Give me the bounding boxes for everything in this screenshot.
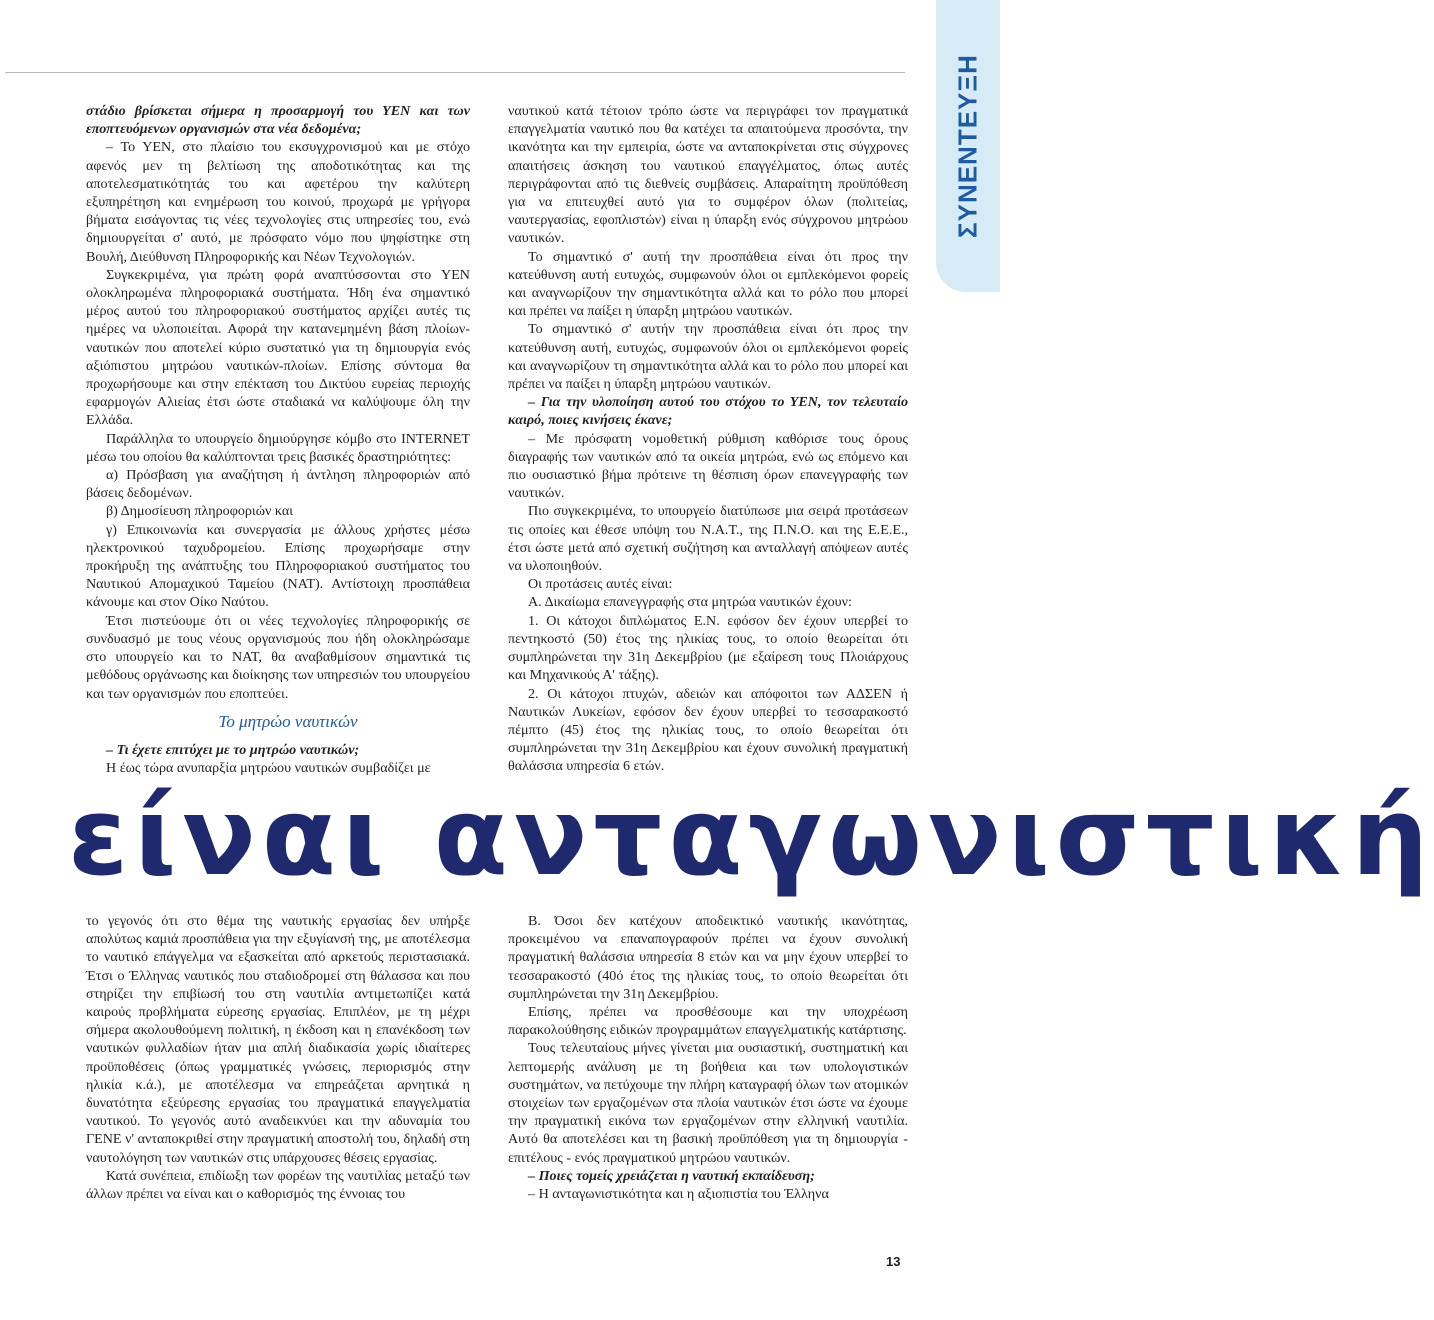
paragraph: 1. Οι κάτοχοι διπλώματος Ε.Ν. εφόσον δεν έχουν υπερβεί το πεντηκοστό (50) έτος της ηλικίας τους, το οποίο θεωρείται ότι συμπληρώνεται την 31η Δεκεμβρίου (με εξαίρεση τους Πλοιάρχους και Μηχανικούς Α' τάξης). bbox=[508, 612, 908, 684]
paragraph: 2. Οι κάτοχοι πτυχών, αδειών και απόφοιτοι των ΑΔΣΕΝ ή Ναυτικών Λυκείων, εφόσον δεν έχουν υπερβεί το τεσσαρακοστό πέμπτο (45) έτος της ηλικίας τους, το οποίο θεωρείται ότι συμπληρώνεται την 31η Δεκεμβρίου και έχουν συνολική πραγματική θαλάσσια υπηρεσία 6 ετών. bbox=[508, 685, 908, 775]
question-3: – Για την υλοποίηση αυτού του στόχου το ΥΕΝ, τον τελευταίο καιρό, ποιες κινήσεις έκανε; bbox=[508, 394, 908, 429]
paragraph: Παράλληλα το υπουργείο δημιούργησε κόμβο στο INTERNET μέσω του οποίου θα καλύπτονται τρεις βασικές δραστηριότητες: bbox=[86, 430, 470, 465]
paragraph: Το σημαντικό σ' αυτή την προσπάθεια είναι ότι προς την κατεύθυνση αυτή ευτυχώς, συμφωνούν όλοι οι εμπλεκόμενοι φορείς και αναγνωρίζουν την σημαντικότητα αλλά και το ρόλο που μπορεί και πρέπει να παίξει η ύπαρξη μητρώου ναυτικών. bbox=[508, 248, 908, 320]
paragraph: – Η ανταγωνιστικότητα και η αξιοπιστία του Έλληνα bbox=[528, 1186, 829, 1203]
paragraph: Η έως τώρα ανυπαρξία μητρώου ναυτικών συμβαδίζει με bbox=[106, 760, 431, 777]
column-1 bbox=[86, 102, 470, 777]
paragraph: Οι προτάσεις αυτές είναι: bbox=[528, 576, 673, 593]
paragraph: Συγκεκριμένα, για πρώτη φορά αναπτύσσονται στο ΥΕΝ ολοκληρωμένα πληροφοριακά συστήματα. Ήδη ένα σημαντικό μέρος αυτού του πληροφοριακού συστήματος αρχίζει αυτές τις ημέρες να υλοποιείται. Αφορά την κατανεμημένη βάση πλοίων-ναυτικών που αποτελεί κύριο συστατικό για τη δημιουργία ενός αξιόπιστου μητρώου ναυτικών-πλοίων. Επίσης σύντομα θα προχωρήσουμε και στην επέκταση του Δικτύου ευρείας περιοχής εφαρμογών Αλιείας έτσι ώστε σταδιακά να καλύψουμε όλη την Ελλάδα. bbox=[86, 266, 470, 429]
column-4 bbox=[508, 912, 908, 1203]
section-tab bbox=[936, 0, 1000, 292]
question-1: στάδιο βρίσκεται σήμερα η προσαρμογή του ΥΕΝ και των εποπτευόμενων οργανισμών στα νέα δεδομένα; bbox=[86, 103, 470, 138]
paragraph: Κατά συνέπεια, επιδίωξη των φορέων της ναυτιλίας μεταξύ των άλλων πρέπει να είναι και ο καθορισμός της έννοιας του bbox=[86, 1167, 470, 1203]
page-number: 13 bbox=[886, 1254, 901, 1269]
paragraph: το γεγονός ότι στο θέμα της ναυτικής εργασίας δεν υπήρξε απολύτως καμιά προσπάθεια για την εξυγίανσή της, με αποτέλεσμα το ναυτικό επάγγελμα να εξασκείται από αρκετούς περιστασιακά. Έτσι ο Έλληνας ναυτικός που σταδιοδρομεί στη θάλασσα και που στηρίζει την επιβίωσή του στη ναυτιλία αντιμετωπίζει κατά καιρούς προβλήματα εύρεσης εργασίας. Επιπλέον, με τη μέχρι σήμερα ακολουθούμενη πολιτική, η έκδοση και η επανέκδοση των ναυτικών φυλλαδίων ήταν μια απλή διαδικασία χωρίς ιδιαίτερες προϋποθέσεις (όπως γραμματικές γνώσεις, περιορισμός στην ηλικία κ.ά.), με αποτέλεσμα να επηρεάζεται αρνητικά η δυνατότητα εξεύρεσης εργασίας του πραγματικά επαγγελματία ναυτικού. Το γεγονός αυτό αναδεικνύει και την αδυναμία του ΓΕΝΕ ν' ανταποκριθεί στην πραγματική αποστολή του, δηλαδή στη ναυτολόγηση των ναυτικών στις υπάρχουσες θέσεις εργασίας. bbox=[86, 913, 470, 1166]
list-item-a: α) Πρόσβαση για αναζήτηση ή άντληση πληροφοριών από βάσεις δεδομένων. bbox=[86, 467, 470, 502]
paragraph: Τους τελευταίους μήνες γίνεται μια ουσιαστική, συστηματική και λεπτομερής ανάλυση με τη βοήθεια και των υπολογιστικών συστημάτων, να πετύχουμε την πλήρη καταγραφή όλων των ατομικών στοιχείων των εργαζομένων στα πλοία ναυτικών έτσι ώστε να έχουμε την πραγματική εικόνα των εργαζομένων στην ελληνική ναυτιλία. Αυτό θα αποτελέσει και τη βασική προϋπόθεση για τη δημιουργία - επιτέλους - ενός πραγματικού μητρώου ναυτικών. bbox=[508, 1040, 908, 1166]
list-item-b: β) Δημοσίευση πληροφοριών και bbox=[106, 503, 294, 520]
paragraph: Α. Δικαίωμα επανεγγραφής στα μητρώα ναυτικών έχουν: bbox=[528, 594, 852, 611]
paragraph: ναυτικού κατά τέτοιον τρόπο ώστε να περιγράφει τον πραγματικά επαγγελματία ναυτικό που θα κατέχει τα απαιτούμενα προσόντα, την ικανότητα και την εμπειρία, ώστε να ανταποκρίνεται στις σύγχρονες απαιτήσεις άσκηση του ναυτικού επαγγέλματος, όπως αυτές περιγράφονται από τις διεθνείς συμβάσεις. Απαραίτητη προϋπόθεση για να επιτευχθεί αυτό για το συμφέρον όλων (πολιτείας, ναυτεργασίας, εφοπλιστών) είναι η ύπαρξη ενός σύγχρονου μητρώου ναυτικών. bbox=[508, 103, 908, 247]
paragraph: Έτσι πιστεύουμε ότι οι νέες τεχνολογίες πληροφορικής σε συνδυασμό με τους νέους οργανισμούς που ήδη ολοκληρώσαμε στο υπουργείο και το ΝΑΤ, θα αναβαθμίσουν σημαντικά τις μεθόδους οργάνωσης και διοίκησης των υπηρεσιών του υπουργείου και των οργανισμών που εποπτεύει. bbox=[86, 612, 470, 702]
paragraph: – Το ΥΕΝ, στο πλαίσιο του εκσυγχρονισμού και με στόχο αφενός μεν τη βελτίωση της αποδοτικότητας και της αποτελεσματικότητάς του και αφετέρου την καλύτερη εξυπηρέτηση και ενημέρωση του κοινού, προχωρά με γρήγορα βήματα εισάγοντας τις νέες τεχνολογίες στις υπηρεσίες του, ενώ δημιουργείται σ' αυτό, με πρόσφατο νόμο που ψηφίστηκε στη Βουλή, Διεύθυνση Πληροφορικής και Νέων Τεχνολογιών. bbox=[86, 139, 470, 265]
paragraph: Πιο συγκεκριμένα, το υπουργείο διατύπωσε μια σειρά προτάσεων τις οποίες και έθεσε υπόψη του Ν.Α.Τ., της Π.Ν.Ο. και της Ε.Ε.Ε., έτσι ώστε μετά από σχετική συζήτηση και ανταλλαγή απόψεων αυτές να υλοποιηθούν. bbox=[508, 503, 908, 575]
paragraph: – Με πρόσφατη νομοθετική ρύθμιση καθόρισε τους όρους διαγραφής των ναυτικών από τα οικεία μητρώα, ενώ ως επόμενο και πιο ουσιαστικό βήμα πρότεινε τη θέσπιση όρων επανεγγραφής των ναυτικών. bbox=[508, 430, 908, 502]
question-2: – Τι έχετε επιτύχει με το μητρώο ναυτικών; bbox=[106, 741, 360, 758]
list-item-c: γ) Επικοινωνία και συνεργασία με άλλους χρήστες μέσω ηλεκτρονικού ταχυδρομείου. Επίσης προχωρήσαμε στην προκήρυξη της ανάπτυξης του Πληροφοριακού συστήματος του Ναυτικού Απομαχικού Ταμείου (ΝΑΤ). Αντίστοιχη προσπάθεια κάνουμε και στον Οίκο Ναύτου. bbox=[86, 521, 470, 611]
headline: είναι ανταγωνιστική bbox=[68, 775, 1434, 900]
paragraph: Β. Όσοι δεν κατέχουν αποδεικτικό ναυτικής ικανότητας, προκειμένου να επαναπογραφούν πρέπει να έχουν συνολική πραγματική θαλάσσια υπηρεσία 8 ετών και να μην έχουν υπερβεί το τεσσαρακοστό (40ό έτος της ηλικίας τους, το οποίο θεωρείται ότι συμπληρώνεται την 31η Δεκεμβρίου. bbox=[508, 913, 908, 1002]
question-4: – Ποιες τομείς χρειάζεται η ναυτική εκπαίδευση; bbox=[528, 1167, 815, 1184]
column-3 bbox=[86, 912, 470, 1203]
section-subheading: Το μητρώο ναυτικών bbox=[218, 711, 358, 731]
paragraph: Επίσης, πρέπει να προσθέσουμε και την υποχρέωση παρακολούθησης ειδικών προγραμμάτων επαγγελματικής κατάρτισης. bbox=[508, 1004, 908, 1039]
top-rule bbox=[5, 72, 905, 73]
section-tab-label: ΣΥΝΕΝΤΕΥΞΗ bbox=[952, 54, 983, 238]
paragraph: Το σημαντικό σ' αυτήν την προσπάθεια είναι ότι προς την κατεύθυνση αυτή, ευτυχώς, συμφωνούν όλοι οι εμπλεκόμενοι φορείς και αναγνωρίζουν τη σημαντικότητα αλλά και το ρόλο που μπορεί και πρέπει να παίξει η ύπαρξη μητρώου ναυτικών. bbox=[508, 321, 908, 393]
column-2 bbox=[508, 102, 908, 776]
